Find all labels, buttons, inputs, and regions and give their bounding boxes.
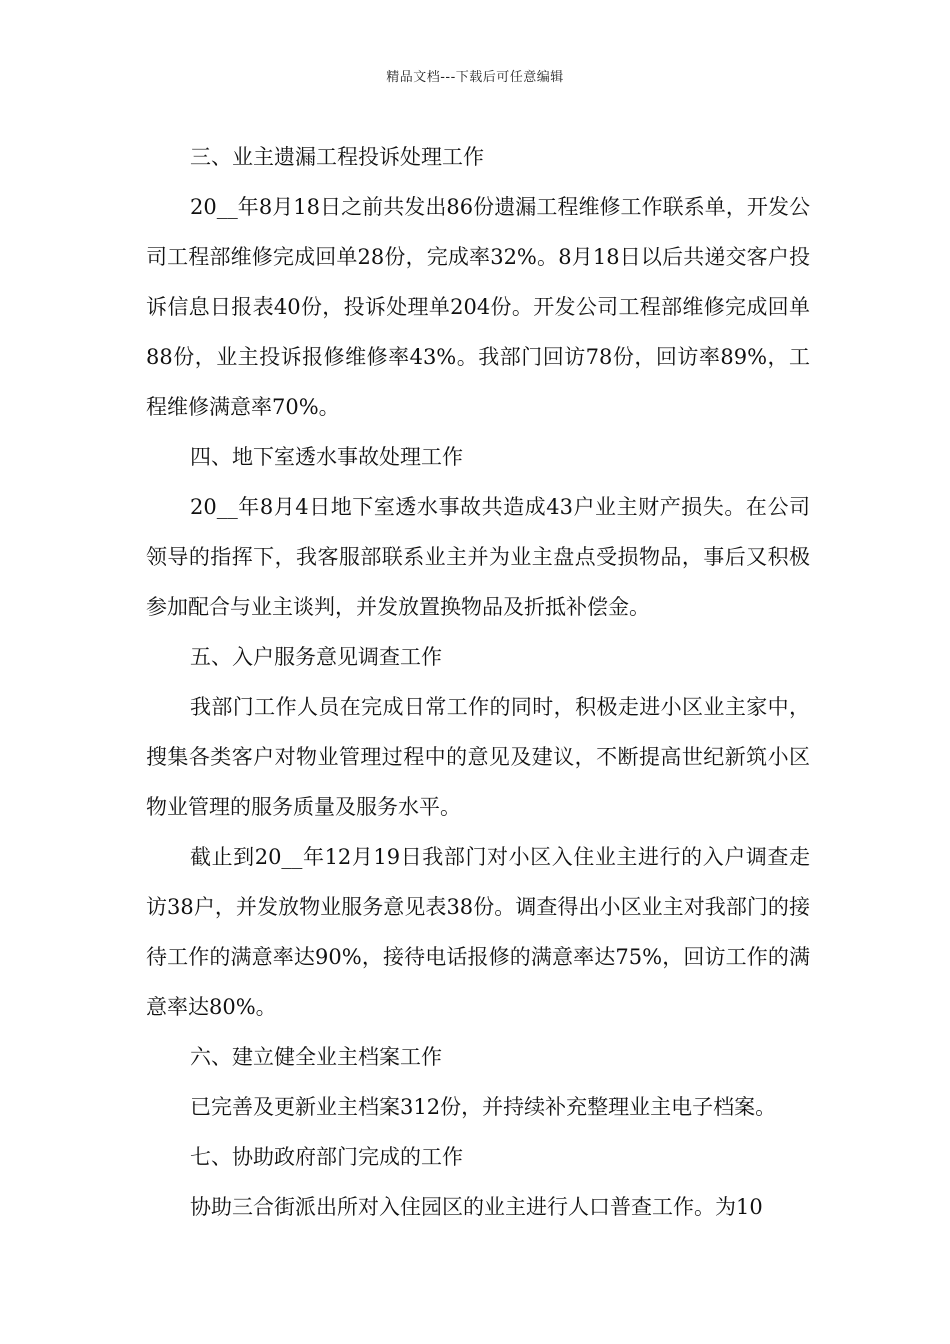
paragraph-7: 协助三合街派出所对入住园区的业主进行人口普查工作。为10 — [190, 1195, 763, 1219]
paragraph-3: 20__年8月18日之前共发出86份遗漏工程维修工作联系单，开发公司工程部维修完成回单28份，完成率32%。8月18日以后共递交客户投诉信息日报表40份，投诉处理单204份。开发公司工程部维修完成回单88份，业主投诉报修维修率43%。我部门回访78份，回访率89%，工程维修满意率70%。 — [146, 195, 810, 419]
section-heading-3: 三、业主遗漏工程投诉处理工作 — [190, 145, 484, 169]
section-heading-4: 四、地下室透水事故处理工作 — [190, 445, 463, 469]
paragraph-4: 20__年8月4日地下室透水事故共造成43户业主财产损失。在公司领导的指挥下，我客服部联系业主并为业主盘点受损物品，事后又积极参加配合与业主谈判，并发放置换物品及折抵补偿金。 — [146, 495, 810, 619]
document-body — [146, 132, 810, 1232]
page-header: 精品文档---下载后可任意编辑 — [386, 70, 564, 85]
section-heading-7: 七、协助政府部门完成的工作 — [190, 1145, 463, 1169]
section-heading-6: 六、建立健全业主档案工作 — [190, 1045, 442, 1069]
section-heading-5: 五、入户服务意见调查工作 — [190, 645, 442, 669]
paragraph-6: 已完善及更新业主档案312份，并持续补充整理业主电子档案。 — [190, 1095, 777, 1119]
paragraph-5a: 我部门工作人员在完成日常工作的同时，积极走进小区业主家中，搜集各类客户对物业管理过程中的意见及建议，不断提高世纪新筑小区物业管理的服务质量及服务水平。 — [146, 695, 810, 819]
paragraph-5b: 截止到20__年12月19日我部门对小区入住业主进行的入户调查走访38户，并发放物业服务意见表38份。调查得出小区业主对我部门的接待工作的满意率达90%，接待电话报修的满意率达75%，回访工作的满意率达80%。 — [146, 845, 810, 1019]
